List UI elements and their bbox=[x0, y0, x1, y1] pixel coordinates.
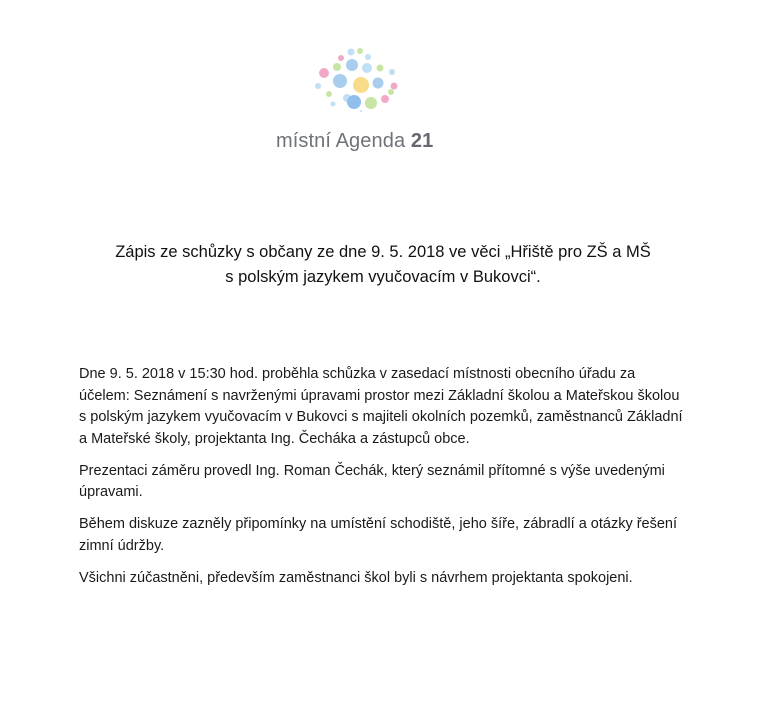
paragraph-conclusion bbox=[79, 568, 699, 590]
paragraph-line: Všichni zúčastněni, především zaměstnanci škol byli s návrhem projektanta spokojeni. bbox=[79, 569, 633, 586]
logo-text-main: místní Agenda bbox=[276, 130, 406, 152]
logo-text bbox=[276, 130, 433, 153]
paragraph-line: a Mateřské školy, projektanta Ing. Čecháka a zástupců obce. bbox=[79, 430, 470, 447]
title-line-2: s polským jazykem vyučovacím v Bukovci“. bbox=[225, 268, 541, 286]
paragraph-line: Během diskuze zazněly připomínky na umístění schodiště, jeho šíře, zábradlí a otázky řešení bbox=[79, 516, 678, 532]
paragraph-presentation bbox=[79, 461, 699, 504]
paragraph-line: zimní údržby. bbox=[79, 537, 165, 554]
paragraph-line: úpravami. bbox=[79, 484, 143, 500]
paragraph-line: s polským jazykem vyučovacím v Bukovci s majiteli okolních pozemků, zaměstnanců Základní bbox=[79, 409, 683, 425]
dots-logo-icon bbox=[312, 46, 412, 112]
paragraph-line: Prezentaci záměru provedl Ing. Roman Čechák, který seznámil přítomné s výše uvedenými bbox=[79, 462, 665, 479]
document-body bbox=[79, 364, 699, 600]
paragraph-discussion bbox=[79, 514, 699, 557]
logo-text-number: 21 bbox=[410, 130, 434, 152]
title-line-1: Zápis ze schůzky s občany ze dne 9. 5. 2018 ve věci „Hřiště pro ZŠ a MŠ bbox=[115, 243, 651, 261]
paragraph-line: účelem: Seznámení s navrženými úpravami prostor mezi Základní školou a Mateřskou školou bbox=[79, 387, 680, 404]
paragraph-meeting bbox=[79, 364, 699, 450]
document-title bbox=[0, 240, 766, 290]
paragraph-line: Dne 9. 5. 2018 v 15:30 hod. proběhla schůzka v zasedací místnosti obecního úřadu za bbox=[79, 366, 636, 382]
logo bbox=[0, 0, 766, 160]
